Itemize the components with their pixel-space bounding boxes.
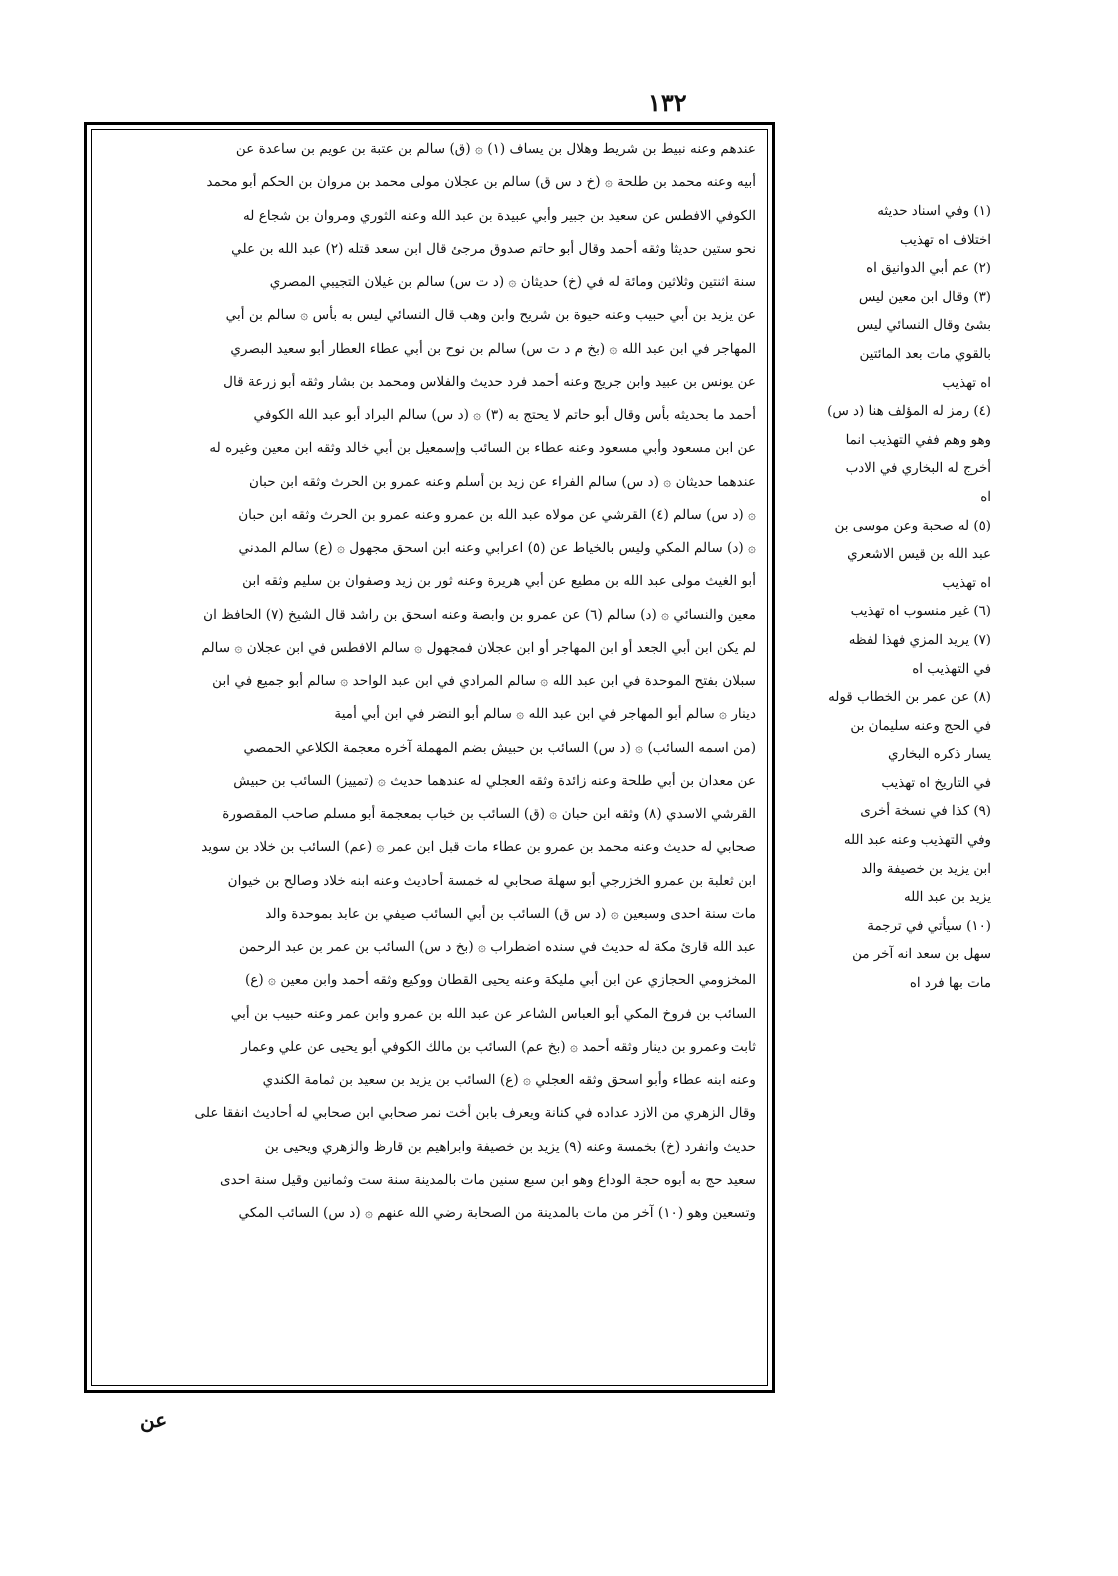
margin-note-line: بشئ وقال النسائي ليس xyxy=(856,318,991,334)
text-line: دينار ۞ سالم أبو المهاجر في ابن عبد الله ۞ سالم أبو النضر في ابن أبي أمية xyxy=(334,706,756,723)
text-line: وتسعين وهو (١٠) آخر من مات بالمدينة من الصحابة رضي الله عنهم ۞ (د س) السائب المكي xyxy=(238,1205,756,1221)
text-line: أحمد ما بحديثه بأس وقال أبو حاتم لا يحتج به (٣) ۞ (د س) سالم البراد أبو عبد الله الكوفي xyxy=(253,407,756,423)
text-line: مات سنة احدى وسبعين ۞ (د س ق) السائب بن أبي السائب صيفي بن عابد بموحدة والد xyxy=(265,905,756,922)
margin-note-line: (٣) وقال ابن معين ليس xyxy=(858,289,991,305)
margin-note-line: (٥) له صحبة وعن موسى بن xyxy=(834,518,991,534)
text-line: عن يونس بن عبيد وابن جريج وعنه أحمد فرد حديث والفلاس ومحمد بن بشار وثقه أبو زرعة قال xyxy=(223,373,756,390)
text-line: معين والنسائي ۞ (د) سالم (٦) عن عمرو بن وابصة وعنه اسحق بن راشد قال الشيخ (٧) الحافظ ان xyxy=(203,606,756,623)
margin-note-line: في الحج وعنه سليمان بن xyxy=(850,718,991,734)
text-line: سبلان بفتح الموحدة في ابن عبد الله ۞ سالم المرادي في ابن عبد الواحد ۞ سالم أبو جميع في ابن xyxy=(212,673,756,689)
margin-note-line: (١) وفي اسناد حديثه xyxy=(877,204,991,219)
margin-note-line: (٤) رمز له المؤلف هنا (د س) xyxy=(827,404,991,420)
text-line: عن معدان بن أبي طلحة وعنه زائدة وثقه العجلي له عندهما حديث ۞ (تمييز) السائب بن حبيش xyxy=(233,772,756,789)
text-line: أبو الغيث مولى عبد الله بن مطيع عن أبي هريرة وعنه ثور بن زيد وصفوان بن سليم وثقه ابن xyxy=(242,573,756,590)
margin-note-line: ابن يزيد بن خصيفة والد xyxy=(861,861,991,877)
main-text-block xyxy=(104,133,756,1381)
margin-note-line: أخرج له البخاري في الادب xyxy=(845,461,991,477)
text-line: عن يزيد بن أبي حبيب وعنه حيوة بن شريح وابن وهب قال النسائي ليس به بأس ۞ سالم بن أبي xyxy=(225,307,756,324)
margin-note-line: (١٠) سيأتي في ترجمة xyxy=(867,918,991,934)
text-line: عندهم وعنه نبيط بن شريط وهلال بن يساف (١) ۞ (ق) سالم بن عتبة بن عويم بن ساعدة عن xyxy=(235,141,756,157)
text-line: سعيد حج به أبوه حجة الوداع وهو ابن سبع سنين مات بالمدينة سنة ست وثمانين وقيل سنة احدى xyxy=(219,1171,756,1188)
margin-note-line: في التاريخ اه تهذيب xyxy=(881,775,991,791)
margin-note-line: بالقوي مات بعد المائتين xyxy=(859,346,991,362)
margin-note-line: (٩) كذا في نسخة أخرى xyxy=(860,804,991,820)
margin-notes xyxy=(783,198,991,999)
text-line: أبيه وعنه محمد بن طلحة ۞ (خ د س ق) سالم بن عجلان مولى محمد بن مروان بن الحكم أبو محمد xyxy=(206,174,756,191)
margin-note-line: وفي التهذيب وعنه عبد الله xyxy=(843,833,991,849)
margin-note-line: عبد الله بن قيس الاشعري xyxy=(847,547,991,563)
text-line: ابن ثعلبة بن عمرو الخزرجي أبو سهلة صحابي له خمسة أحاديث وعنه ابنه خلاد وصالح بن خيوان xyxy=(227,872,756,889)
margin-note-line: (٦) غير منسوب اه تهذيب xyxy=(850,604,991,620)
margin-note-line: اختلاف اه تهذيب xyxy=(900,232,991,248)
text-line: نحو ستين حديثا وثقه أحمد وقال أبو حاتم صدوق مرجئ قال ابن سعد قتله (٢) عبد الله بن علي xyxy=(231,240,756,257)
margin-note-line: وهو وهم ففي التهذيب انما xyxy=(845,432,991,448)
text-line: ۞ (د) سالم المكي وليس بالخياط عن (٥) اعرابي وعنه ابن اسحق مجهول ۞ (ع) سالم المدني xyxy=(238,540,756,556)
catchword: عن xyxy=(140,1408,168,1432)
text-line: ثابت وعمرو بن دينار وثقه أحمد ۞ (بخ عم) السائب بن مالك الكوفي أبو يحيى عن علي وعمار xyxy=(241,1038,756,1055)
margin-note-line: (٨) عن عمر بن الخطاب قوله xyxy=(828,690,991,706)
text-line: (من اسمه السائب) ۞ (د س) السائب بن حبيش بضم المهملة آخره معجمة الكلاعي الحمصي xyxy=(243,739,756,756)
text-line: عبد الله قارئ مكة له حديث في سنده اضطراب ۞ (بخ د س) السائب بن عمر بن عبد الرحمن xyxy=(238,939,756,955)
text-line: عن ابن مسعود وأبي مسعود وعنه عطاء بن السائب وإسمعيل بن أبي خالد وثقه ابن معين وغيره له xyxy=(209,440,756,457)
margin-note-line: (٢) عم أبي الدوانيق اه xyxy=(866,261,991,277)
text-line: المخزومي الحجازي عن ابن أبي مليكة وعنه يحيى القطان ووكيع وثقه أحمد وابن معين ۞ (ع) xyxy=(245,972,756,989)
text-line: القرشي الاسدي (٨) وثقه ابن حبان ۞ (ق) السائب بن خباب بمعجمة أبو مسلم صاحب المقصورة xyxy=(222,806,756,822)
text-line: وقال الزهري من الازد عداده في كنانة ويعرف بابن أخت نمر صحابي ابن صحابي له أحاديث انفقا على xyxy=(194,1105,756,1122)
text-line: وعنه ابنه عطاء وأبو اسحق وثقه العجلي ۞ (ع) السائب بن يزيد بن سعيد بن ثمامة الكندي xyxy=(262,1072,756,1088)
margin-note-line: يزيد بن عبد الله xyxy=(903,890,991,906)
margin-note-line: مات بها فرد اه xyxy=(909,976,991,992)
text-line: لم يكن ابن أبي الجعد أو ابن المهاجر أو ابن عجلان فمجهول ۞ سالم الافطس في ابن عجلان ۞ سالم xyxy=(201,639,756,656)
margin-note-line: في التهذيب اه xyxy=(912,661,991,677)
text-line: عندهما حديثان ۞ (د س) سالم الفراء عن زيد بن أسلم وعنه عمرو بن الحرث وثقه ابن حبان xyxy=(249,473,756,490)
text-line: السائب بن فروخ المكي أبو العباس الشاعر عن عبد الله بن عمرو وابن عمر وعنه حبيب بن أبي xyxy=(230,1005,756,1022)
text-line: الكوفي الافطس عن سعيد بن جبير وأبي عبيدة بن عبد الله وعنه الثوري ومروان بن شجاع له xyxy=(243,207,756,224)
text-line: صحابي له حديث وعنه محمد بن عمرو بن عطاء مات قبل ابن عمر ۞ (عم) السائب بن خلاد بن سويد xyxy=(201,839,756,856)
margin-note-line: (٧) يريد المزي فهذا لفظه xyxy=(848,632,991,648)
margin-note-line: اه تهذيب xyxy=(942,575,991,591)
margin-note-line: يسار ذكره البخاري xyxy=(888,747,991,763)
text-line: حديث وانفرد (خ) بخمسة وعنه (٩) يزيد بن خصيفة وابراهيم بن قارظ والزهري ويحيى بن xyxy=(264,1138,756,1155)
text-line: سنة اثنتين وثلاثين ومائة له في (خ) حديثان ۞ (د ت س) سالم بن غيلان التجيبي المصري xyxy=(269,274,756,290)
text-line: المهاجر في ابن عبد الله ۞ (بخ م د ت س) سالم بن نوح بن أبي عطاء العطار أبو سعيد البصري xyxy=(230,340,756,357)
margin-note-line: اه تهذيب xyxy=(942,375,991,391)
page-number: ١٣٢ xyxy=(648,88,687,117)
text-line: ۞ (د س) سالم (٤) القرشي عن مولاه عبد الله بن عمرو وعنه عمرو بن الحرث وثقه ابن حبان xyxy=(238,506,756,523)
margin-note-line: اه xyxy=(980,489,991,505)
margin-note-line: سهل بن سعد انه آخر من xyxy=(852,947,991,963)
